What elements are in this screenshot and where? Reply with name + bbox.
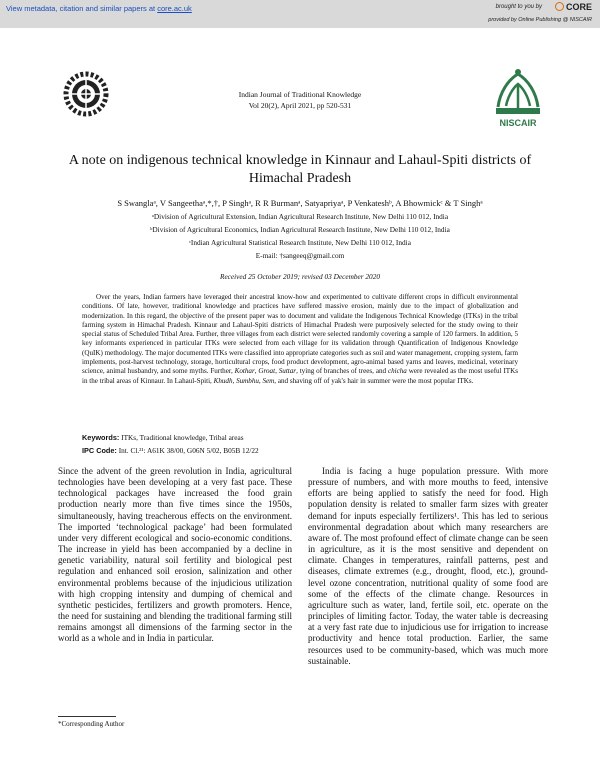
journal-name: Indian Journal of Traditional Knowledge [238, 90, 362, 99]
metadata-prefix: View metadata, citation and similar papers at [6, 4, 158, 13]
core-badge[interactable] [555, 2, 592, 12]
keywords-label: Keywords: [82, 433, 120, 442]
received-dates: Received 25 October 2019; revised 03 December 2020 [219, 272, 380, 281]
core-link[interactable]: core.ac.uk [157, 4, 192, 13]
provided-by-text: provided by Online Publishing @ NISCAIR [488, 17, 592, 23]
footnote-rule [58, 716, 116, 717]
ipc-code [82, 446, 518, 455]
body-column-left: Since the advent of the green revolution in India, agricultural technologies have been developing at a very fast pace. These technological packages have increased the food grain production nearly more than five times since the 1950s, simultaneously, having treacherous effects on the environment. The imported ‘technological package’ had been formulated under very different ecological and socio-economic conditions. The increase in yield has been accompanied by a decline in genetic variability, natural soil fertility and biological pest regulation and enhanced soil erosion, salinization and other environmental problems because of the injudicious utilization with high cropping intensity and dumping of chemical and synthetic pesticides, fertilizers and growth promoters. Hence, the need for sustaining and blending the traditional farming still remains amongst all dimensions of the farming sector in the world as a whole and in India in particular. [58, 466, 292, 644]
top-banner [0, 0, 600, 28]
affiliation-c: ᶜIndian Agricultural Statistical Research Institute, New Delhi 110 012, India [189, 238, 411, 247]
core-label: CORE [565, 2, 592, 12]
author-email[interactable]: E-mail: †sangeeq@gmail.com [255, 251, 345, 260]
journal-volume: Vol 20(2), April 2021, pp 520-531 [248, 101, 352, 110]
brought-to-you-text: brought to you by [495, 4, 542, 10]
core-logo-icon [555, 2, 564, 11]
ipc-text: Int. Cl.²¹: A61K 38/00, G06N 5/02, B05B 12/22 [116, 446, 259, 455]
corresponding-author-footnote: *Corresponding Author [58, 720, 125, 728]
abstract: Over the years, Indian farmers have leveraged their ancestral know-how and experimented to cultivate different crops in difficult environmental conditions. Of late, however, traditional knowledge and practices have suffered massive erosion, mainly due to the impact of globalization and modernization. In this regard, the objective of the present paper was to document and validate the Indigenous Technical Knowledge (ITKs) in the tribal farming system in Himachal Pradesh. Kinnaur and Lahaul-Spiti districts of Himachal Pradesh were purposively selected for the study owing to their special status of Scheduled Tribal Area. Further, three villages from each district were selected randomly covering a sample of 120 farmers. In addition, 5 key informants experienced in particular ITKs were selected from each village for its validation through Quantification of Indigenous Knowledge (QuIK) methodology. The major documented ITKs were classified into appropriate categories such as soil and water management, cropping system, farm implements, post-harvest technology, storage, horticultural crops, food product development, agro-animal based yarns and leaves, medicinal, veterinary science, animal husbandry, and some myths. Further, Kothar, Groat, Suttar, tying of branches of trees, and chicha were revealed as the most useful ITKs in the tribal areas of Kinnaur. In Lahaul-Spiti, Khudh, Sumbhu, Sem, and shaving off of yak's hair in summer were the most popular ITKs. [82, 293, 519, 385]
author-list: S Swanglaᵃ, V Sangeethaᵃ,*,†, P Singhᵃ, R R Burmanᵃ, Satyapriyaᵃ, P Venkateshᵇ, A Bhowmickᶜ & T Singhᵃ [117, 198, 483, 208]
niscair-label: NISCAIR [499, 118, 537, 128]
ipc-label: IPC Code: [82, 446, 117, 455]
affiliation-b: ᵇDivision of Agricultural Economics, Indian Agricultural Research Institute, New Delhi 110 012, India [150, 225, 450, 234]
paper-title: A note on indigenous technical knowledge in Kinnaur and Lahaul-Spiti districts of Himachal Pradesh [68, 153, 532, 186]
body-column-right: India is facing a huge population pressure. With more pressure of numbers, and with more mouths to feed, intensive efforts are being applied to satisfy the need for food. High population density is related to smaller farm sizes with greater demand for inputs especially fertilizers¹. This has led to serious environmental degradation about which many researchers are aware of. The most profound effect of climate change can be seen in agriculture, as it is the most sensitive and dependent on climate. Changes in temperatures, rainfall patterns, pest and diseases, climate extremes (e.g., drought, flood, etc.), ground-level ozone concentration, nutritional quality of some food are some of the effects of the climate change. Resources in agriculture such as water, land, fertile soil, etc. operate on the principles of limiting factor. Today, the water table is decreasing at a very fast rate due to injudicious use for irrigation to increase productivity and hence total production. Earlier, the same resources used to be community-based, which was much more sustainable. [308, 466, 548, 666]
affiliation-a: ᵃDivision of Agricultural Extension, Indian Agricultural Research Institute, New Delhi 110 012, India [151, 212, 449, 221]
metadata-link[interactable] [6, 4, 192, 13]
keywords-text: ITKs, Traditional knowledge, Tribal areas [119, 433, 244, 442]
keywords [82, 433, 518, 442]
